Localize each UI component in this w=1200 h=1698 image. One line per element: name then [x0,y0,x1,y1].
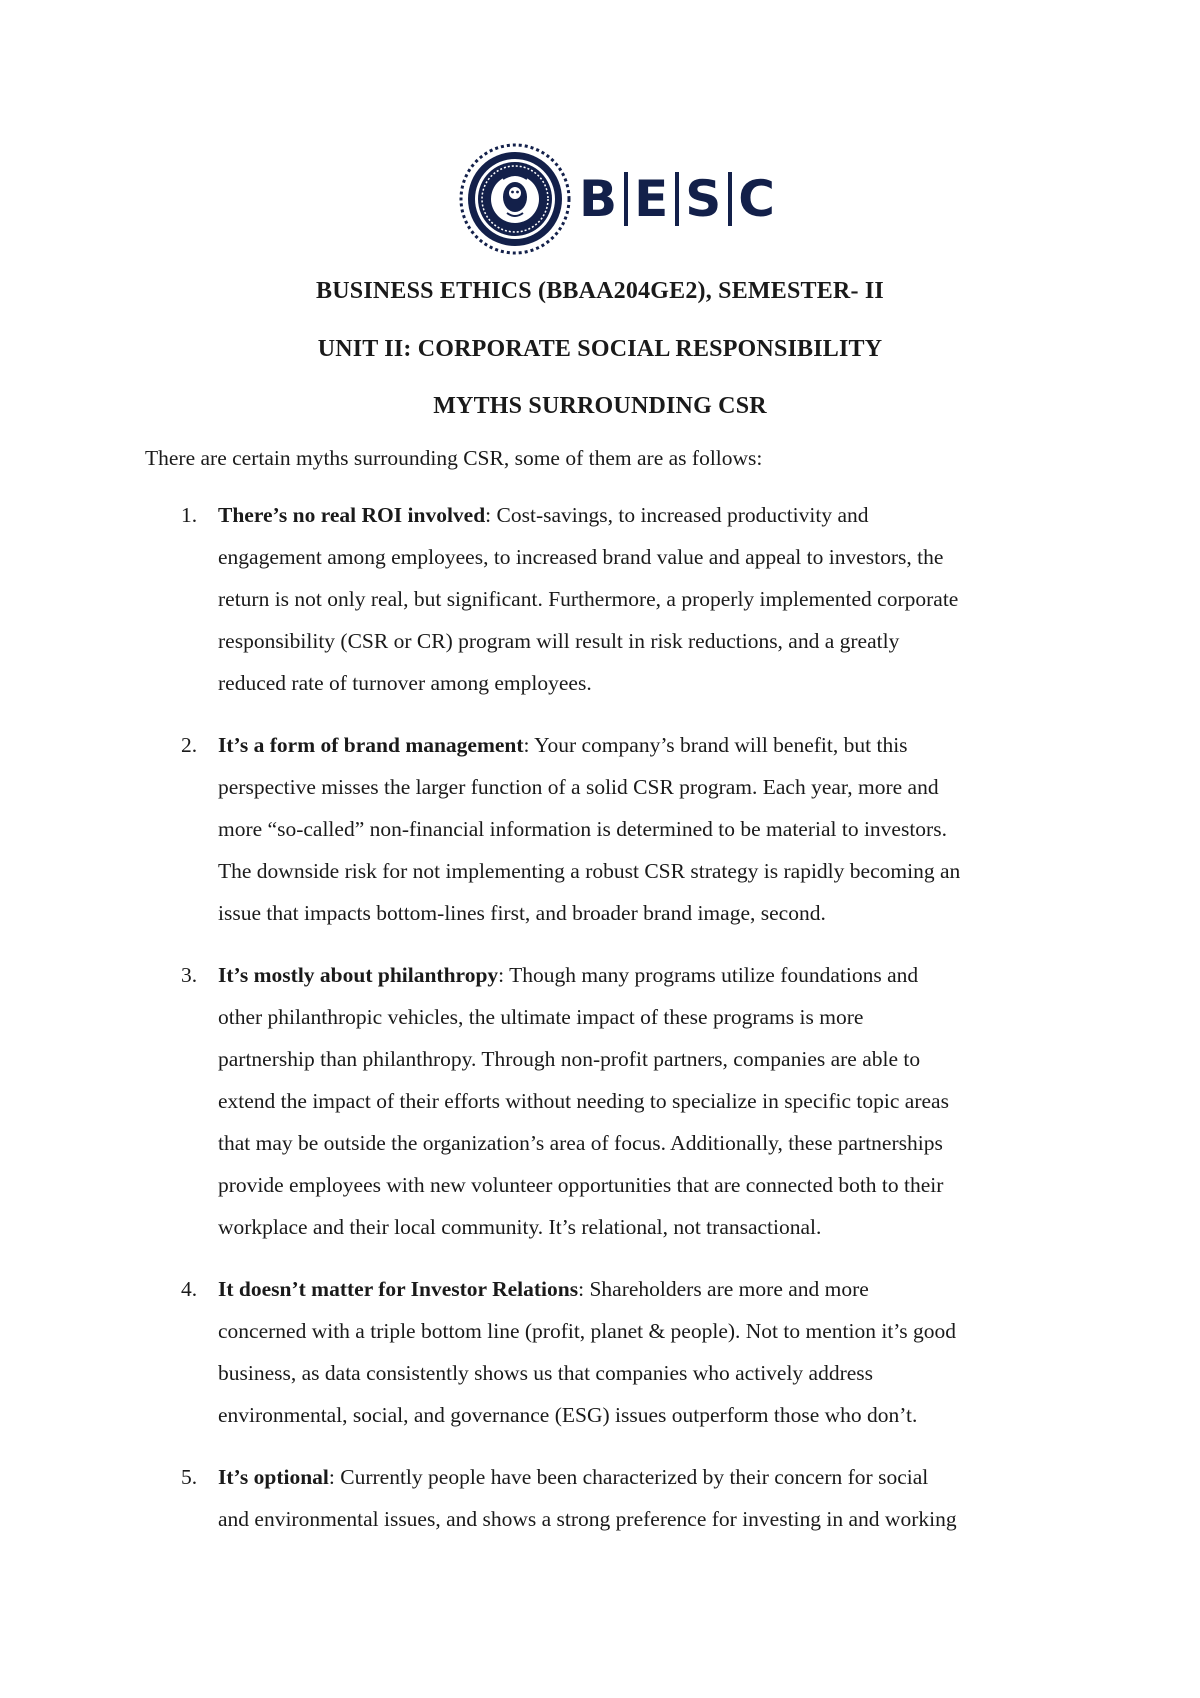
myth-title: It’s optional [218,1465,329,1489]
list-item-text: concerned with a triple bottom line (profit, planet & people). Not to mention it’s good [218,1319,957,1343]
myth-title: It doesn’t matter for Investor Relations [218,1277,579,1301]
list-item-text: business, as data consistently shows us that companies who actively address [218,1361,874,1385]
wordmark-letter-c: C [738,170,776,228]
myth-title: It’s a form of brand management [218,733,524,757]
list-item-first-line [218,724,1065,766]
list-item-text: engagement among employees, to increased brand value and appeal to investors, the [218,545,944,569]
wordmark-divider [624,172,628,226]
list-item-text: responsibility (CSR or CR) program will result in risk reductions, and a greatly [218,629,900,653]
list-item-text: : Shareholders are more and more [578,1277,869,1301]
list-item-first-line [218,1268,1065,1310]
list-item-text: : Currently people have been characterized by their concern for social [328,1465,929,1489]
list-item-first-line [218,494,1065,536]
list-item-text: more “so-called” non-financial information is determined to be material to investors. [218,817,947,841]
list-item-text: : Your company’s brand will benefit, but this [523,733,908,757]
list-item-text: provide employees with new volunteer opportunities that are connected both to their [218,1173,944,1197]
list-item [145,954,1065,1248]
intro-paragraph: There are certain myths surrounding CSR, some of them are as follows: [145,446,763,470]
list-item-number: 5. [181,1465,198,1489]
list-item-text: environmental, social, and governance (ESG) issues outperform those who don’t. [218,1403,918,1427]
list-item [145,724,1065,934]
besc-seal-icon [459,143,571,255]
list-item-text: : Though many programs utilize foundations and [498,963,919,987]
list-item [145,1268,1065,1436]
wordmark-letter-e: E [634,170,670,228]
list-item-text: and environmental issues, and shows a strong preference for investing in and working [218,1507,957,1531]
list-item-text: reduced rate of turnover among employees. [218,671,592,695]
besc-logo [459,143,776,255]
list-item-number: 4. [181,1277,198,1301]
list-item-text: that may be outside the organization’s area of focus. Additionally, these partnerships [218,1131,943,1155]
list-item [145,1456,1065,1540]
list-item [145,494,1065,704]
myth-title: It’s mostly about philanthropy [218,963,499,987]
list-item-number: 1. [181,503,198,527]
list-item-text: return is not only real, but significant. Furthermore, a properly implemented corporate [218,587,959,611]
list-item-text: issue that impacts bottom-lines first, and broader brand image, second. [218,901,826,925]
list-item-text: workplace and their local community. It’s relational, not transactional. [218,1215,822,1239]
besc-wordmark [579,170,776,228]
wordmark-letter-s: S [685,170,723,228]
topic-title: MYTHS SURROUNDING CSR [433,393,767,419]
list-item-first-line [218,1456,1065,1498]
unit-title: UNIT II: CORPORATE SOCIAL RESPONSIBILITY [317,336,883,362]
course-title: BUSINESS ETHICS (BBAA204GE2), SEMESTER- II [316,278,884,304]
list-item-number: 2. [181,733,198,757]
wordmark-divider [675,172,679,226]
myth-title: There’s no real ROI involved [218,503,486,527]
list-item-text: : Cost-savings, to increased productivity and [485,503,869,527]
myths-list [145,494,1065,1560]
list-item-text: perspective misses the larger function of a solid CSR program. Each year, more and [218,775,939,799]
list-item-text: partnership than philanthropy. Through non-profit partners, companies are able to [218,1047,921,1071]
list-item-text: The downside risk for not implementing a robust CSR strategy is rapidly becoming an [218,859,961,883]
list-item-number: 3. [181,963,198,987]
list-item-text: extend the impact of their efforts without needing to specialize in specific topic areas [218,1089,949,1113]
list-item-text: other philanthropic vehicles, the ultimate impact of these programs is more [218,1005,864,1029]
wordmark-letter-b: B [579,170,619,228]
wordmark-divider [728,172,732,226]
list-item-first-line [218,954,1065,996]
